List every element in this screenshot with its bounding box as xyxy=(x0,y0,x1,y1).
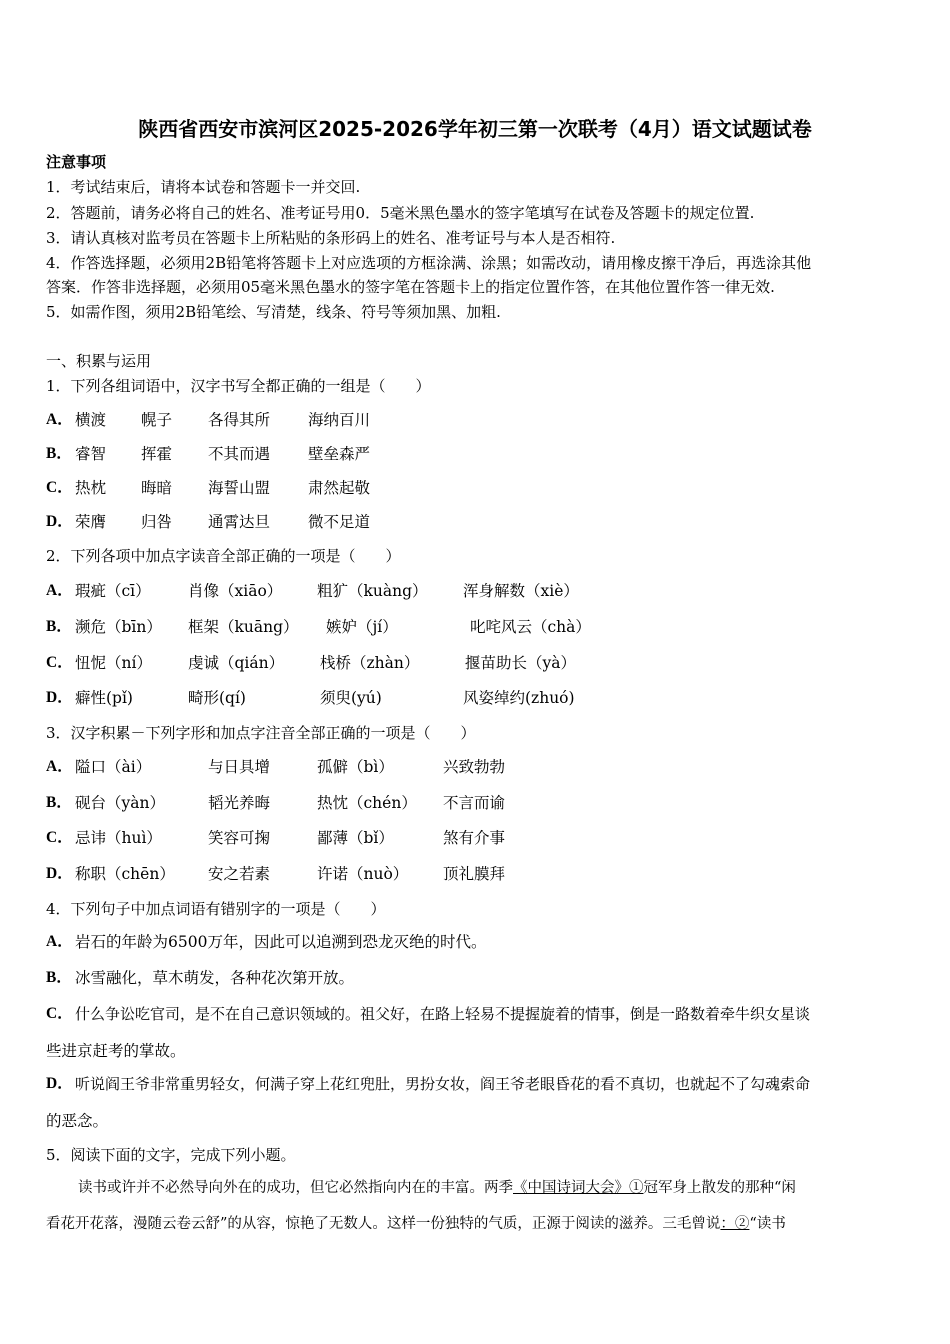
option-word: 韬光养晦 xyxy=(208,794,271,812)
question-2-stem: 2．下列各项中加点字读音全部正确的一项是（ ） xyxy=(46,547,401,565)
passage-line xyxy=(46,1214,786,1234)
option-word: 粗犷（kuàng） xyxy=(317,582,428,600)
option-word: 称职（chēn） xyxy=(75,865,175,883)
notice-item: 2．答题前，请务必将自己的姓名、准考证号用0．5毫米黑色墨水的签字笔填写在试卷及答题卡的规定位置. xyxy=(46,204,755,222)
page-title: 陕西省西安市滨河区2025-2026学年初三第一次联考（4月）语文试题试卷 xyxy=(138,117,812,141)
option-word: 热枕 xyxy=(75,479,107,497)
option-word: 壁垒森严 xyxy=(308,445,371,463)
question-1-stem: 1．下列各组词语中，汉字书写全都正确的一组是（ ） xyxy=(46,377,431,395)
passage-text: 看花开花落，漫随云卷云舒”的从容，惊艳了无数人。这样一份独特的气质，正源于阅读的滋养。三毛曾说 xyxy=(46,1216,721,1232)
option-label: D． xyxy=(46,513,73,530)
option-label: D． xyxy=(46,689,73,706)
option-word: 晦暗 xyxy=(141,479,173,497)
option-word: 叱咤风云（chà） xyxy=(470,618,591,636)
option-word: 栈桥（zhàn） xyxy=(320,654,420,672)
option-text: 岩石的年龄为6500万年，因此可以追溯到恐龙灭绝的时代。 xyxy=(75,933,487,951)
notice-item: 4．作答选择题，必须用2B铅笔将答题卡上对应选项的方框涂满、涂黑；如需改动，请用橡皮擦干净后，再选涂其他 xyxy=(46,254,812,272)
option-word: 肖像（xiāo） xyxy=(188,582,283,600)
option-label: B． xyxy=(46,794,72,811)
notice-item: 答案．作答非选择题，必须用05毫米黑色墨水的签字笔在答题卡上的指定位置作答，在其他位置作答一律无效. xyxy=(46,278,775,296)
question-3-stem: 3．汉字积累－下列字形和加点字注音全部正确的一项是（ ） xyxy=(46,724,476,742)
option-text-continued: 的恶念。 xyxy=(46,1112,109,1130)
option-word: 忌讳（huì） xyxy=(75,829,162,847)
option-word: 许诺（nuò） xyxy=(317,865,409,883)
passage-underlined: ：② xyxy=(720,1216,750,1232)
option-text: 听说阎王爷非常重男轻女，何满子穿上花红兜肚，男扮女妆，阎王爷老眼昏花的看不真切，也就起不了勾魂索命 xyxy=(75,1075,811,1093)
notice-item: 3．请认真核对监考员在答题卡上所粘贴的条形码上的姓名、准考证号与本人是否相符. xyxy=(46,229,616,247)
option-text-continued: 些进京赶考的掌故。 xyxy=(46,1042,186,1060)
option-word: 隘口（ài） xyxy=(75,758,152,776)
option-label: D． xyxy=(46,865,73,882)
option-word: 不其而遇 xyxy=(208,445,271,463)
option-word: 砚台（yàn） xyxy=(75,794,165,812)
passage-text: 读书或许并不必然导向外在的成功，但它必然指向内在的丰富。两季 xyxy=(78,1180,513,1196)
option-word: 笑容可掬 xyxy=(208,829,271,847)
option-word: 瑕疵（cī） xyxy=(75,582,151,600)
option-word: 与日具增 xyxy=(208,758,271,776)
option-text: 什么争讼吃官司，是不在自己意识领域的。祖父好，在路上轻易不提握旋着的情事，倒是一路数着牵牛织女星谈 xyxy=(75,1005,811,1023)
option-word: 癖性(pǐ) xyxy=(75,689,133,707)
option-text: 冰雪融化，草木萌发，各种花次第开放。 xyxy=(75,969,355,987)
option-word: 濒危（bīn） xyxy=(75,618,162,636)
option-word: 忸怩（ní） xyxy=(75,654,152,672)
option-word: 海纳百川 xyxy=(308,411,371,429)
option-label: C． xyxy=(46,1005,73,1022)
option-label: C． xyxy=(46,829,73,846)
question-5-stem: 5．阅读下面的文字，完成下列小题。 xyxy=(46,1146,296,1164)
passage-line xyxy=(78,1178,796,1198)
option-word: 孤僻（bì） xyxy=(317,758,394,776)
option-word: 不言而谕 xyxy=(443,794,506,812)
option-word: 鄙薄（bǐ） xyxy=(317,829,394,847)
option-word: 揠苗助长（yà） xyxy=(465,654,576,672)
option-label: B． xyxy=(46,445,72,462)
option-word: 归咎 xyxy=(141,513,173,531)
option-word: 横渡 xyxy=(75,411,107,429)
option-label: A． xyxy=(46,933,73,950)
notice-heading: 注意事项 xyxy=(46,153,107,171)
option-word: 肃然起敬 xyxy=(308,479,371,497)
option-word: 海誓山盟 xyxy=(208,479,271,497)
option-word: 通霄达旦 xyxy=(208,513,271,531)
option-label: A． xyxy=(46,582,73,599)
option-word: 框架（kuāng） xyxy=(188,618,299,636)
passage-text: “读书 xyxy=(749,1216,786,1232)
passage-underlined: 《中国诗词大会》① xyxy=(513,1180,644,1196)
option-word: 幌子 xyxy=(141,411,173,429)
notice-item: 5．如需作图，须用2B铅笔绘、写清楚，线条、符号等须加黑、加粗. xyxy=(46,303,501,321)
passage-text: 冠军身上散发的那种“闲 xyxy=(643,1180,796,1196)
option-word: 各得其所 xyxy=(208,411,271,429)
option-word: 荣膺 xyxy=(75,513,107,531)
option-word: 兴致勃勃 xyxy=(443,758,506,776)
option-word: 虔诚（qián） xyxy=(188,654,285,672)
question-4-stem: 4．下列句子中加点词语有错别字的一项是（ ） xyxy=(46,900,386,918)
option-word: 顶礼膜拜 xyxy=(443,865,506,883)
option-word: 煞有介事 xyxy=(443,829,506,847)
option-label: D． xyxy=(46,1075,73,1092)
section-heading: 一、积累与运用 xyxy=(46,352,152,370)
option-word: 风姿绰约(zhuó) xyxy=(463,689,575,707)
option-label: A． xyxy=(46,411,73,428)
notice-item: 1．考试结束后，请将本试卷和答题卡一并交回. xyxy=(46,178,361,196)
option-word: 睿智 xyxy=(75,445,107,463)
option-label: C． xyxy=(46,654,73,671)
option-word: 畸形(qí) xyxy=(188,689,246,707)
option-label: B． xyxy=(46,969,72,986)
option-word: 挥霍 xyxy=(141,445,173,463)
option-word: 嫉妒（jí） xyxy=(326,618,398,636)
option-word: 微不足道 xyxy=(308,513,371,531)
option-word: 热忱（chén） xyxy=(317,794,417,812)
option-label: A． xyxy=(46,758,73,775)
option-label: C． xyxy=(46,479,73,496)
option-word: 须臾(yú) xyxy=(320,689,382,707)
option-label: B． xyxy=(46,618,72,635)
option-word: 浑身解数（xiè） xyxy=(463,582,579,600)
option-word: 安之若素 xyxy=(208,865,271,883)
